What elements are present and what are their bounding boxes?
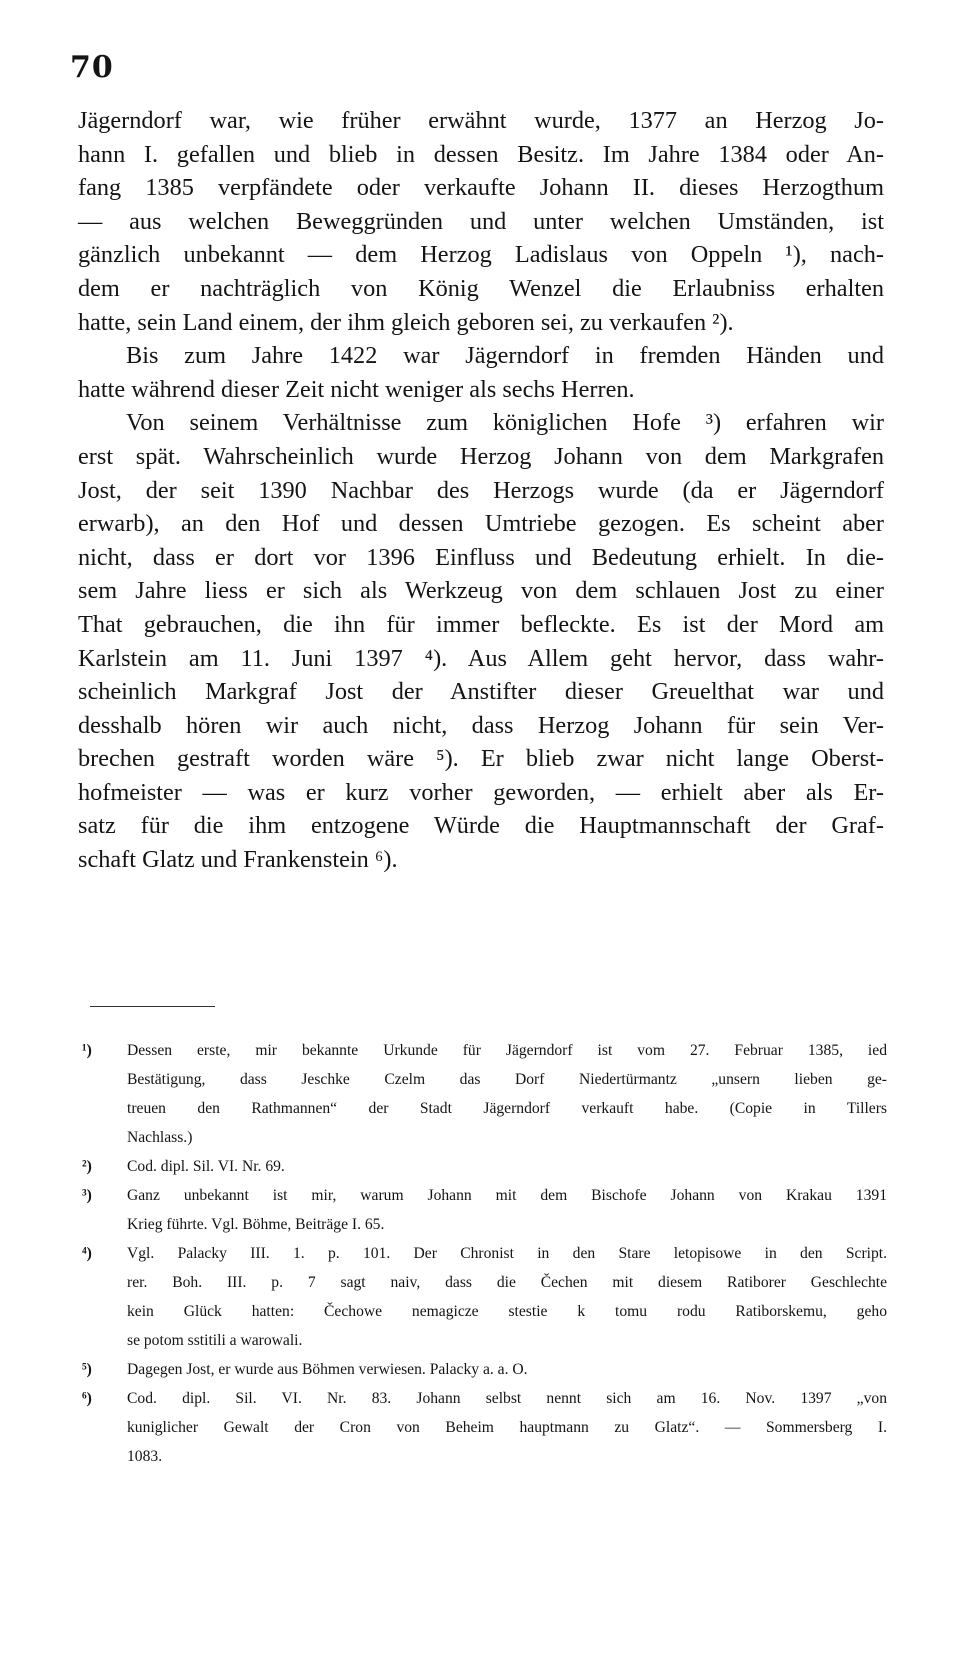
footnote-line: 1083. bbox=[127, 1448, 163, 1465]
text-line: Karlstein am 11. Juni 1397 ⁴). Aus Allem geht hervor, dass wahr- bbox=[78, 644, 884, 672]
text-line: nicht, dass er dort vor 1396 Einfluss und Bedeutung erhielt. In die- bbox=[78, 543, 884, 571]
footnote-line: Cod. dipl. Sil. VI. Nr. 69. bbox=[127, 1158, 285, 1175]
text-line: erwarb), an den Hof und dessen Umtriebe gezogen. Es scheint aber bbox=[78, 510, 884, 538]
text-line: Bis zum Jahre 1422 war Jägerndorf in fremden Händen und bbox=[126, 342, 884, 370]
text-line: Von seinem Verhältnisse zum königlichen Hofe ³) erfahren wir bbox=[126, 409, 884, 437]
text-line: gänzlich unbekannt — dem Herzog Ladislaus von Oppeln ¹), nach- bbox=[78, 241, 884, 269]
text-line: Jost, der seit 1390 Nachbar des Herzogs wurde (da er Jägerndorf bbox=[78, 476, 884, 504]
footnote-marker: ⁴) bbox=[82, 1245, 92, 1262]
page-number: 70 bbox=[70, 50, 114, 85]
text-line: — aus welchen Beweggründen und unter welchen Umständen, ist bbox=[78, 207, 884, 235]
footnote-marker: ³) bbox=[82, 1187, 92, 1204]
footnote-marker: ⁵) bbox=[82, 1361, 92, 1378]
footnote-line: Krieg führte. Vgl. Böhme, Beiträge I. 65. bbox=[127, 1216, 385, 1233]
text-line: sem Jahre liess er sich als Werkzeug von dem schlauen Jost zu einer bbox=[78, 577, 884, 605]
footnote-marker: ¹) bbox=[82, 1042, 92, 1059]
text-line: fang 1385 verpfändete oder verkaufte Johann II. dieses Herzogthum bbox=[78, 174, 884, 202]
footnote-line: Dagegen Jost, er wurde aus Böhmen verwiesen. Palacky a. a. O. bbox=[127, 1361, 528, 1378]
body-text bbox=[78, 104, 884, 877]
paragraph-3 bbox=[78, 406, 884, 876]
text-line: hatte während dieser Zeit nicht weniger als sechs Herren. bbox=[78, 375, 635, 403]
footnote-2 bbox=[82, 1152, 887, 1181]
footnote-line: se potom sstitili a warowali. bbox=[127, 1332, 303, 1349]
text-line: erst spät. Wahrscheinlich wurde Herzog Johann von dem Markgrafen bbox=[78, 442, 884, 470]
footnote-line: kuniglicher Gewalt der Cron von Beheim hauptmann zu Glatz“. — Sommersberg I. bbox=[127, 1419, 887, 1436]
paragraph-2 bbox=[78, 339, 884, 406]
footnote-4 bbox=[82, 1239, 887, 1355]
text-line: hatte, sein Land einem, der ihm gleich geboren sei, zu verkaufen ²). bbox=[78, 308, 734, 336]
footnote-5 bbox=[82, 1355, 887, 1384]
footnote-separator bbox=[90, 1006, 215, 1007]
footnote-marker: ²) bbox=[82, 1158, 92, 1175]
footnote-6 bbox=[82, 1384, 887, 1471]
footnote-line: Ganz unbekannt ist mir, warum Johann mit dem Bischofe Johann von Krakau 1391 bbox=[127, 1187, 887, 1204]
text-line: scheinlich Markgraf Jost der Anstifter dieser Greuelthat war und bbox=[78, 678, 884, 706]
footnote-line: Vgl. Palacky III. 1. p. 101. Der Chronist in den Stare letopisowe in den Script. bbox=[127, 1245, 887, 1262]
footnotes bbox=[82, 1036, 887, 1471]
footnote-3 bbox=[82, 1181, 887, 1239]
footnote-line: Dessen erste, mir bekannte Urkunde für Jägerndorf ist vom 27. Februar 1385, ied bbox=[127, 1042, 887, 1059]
text-line: hofmeister — was er kurz vorher geworden, — erhielt aber als Er- bbox=[78, 778, 884, 806]
footnote-marker: ⁶) bbox=[82, 1390, 92, 1407]
text-line: hann I. gefallen und blieb in dessen Besitz. Im Jahre 1384 oder An- bbox=[78, 140, 884, 168]
paragraph-1 bbox=[78, 104, 884, 339]
footnote-line: Cod. dipl. Sil. VI. Nr. 83. Johann selbst nennt sich am 16. Nov. 1397 „von bbox=[127, 1390, 887, 1407]
text-line: Jägerndorf war, wie früher erwähnt wurde, 1377 an Herzog Jo- bbox=[78, 107, 884, 134]
footnote-line: rer. Boh. III. p. 7 sagt naiv, dass die Čechen mit diesem Ratiborer Geschlechte bbox=[127, 1274, 887, 1291]
text-line: brechen gestraft worden wäre ⁵). Er blieb zwar nicht lange Oberst- bbox=[78, 745, 884, 773]
footnote-1 bbox=[82, 1036, 887, 1152]
footnote-line: kein Glück hatten: Čechowe nemagicze stestie k tomu rodu Ratiborskemu, geho bbox=[127, 1303, 887, 1320]
text-line: satz für die ihm entzogene Würde die Hauptmannschaft der Graf- bbox=[78, 812, 884, 840]
footnote-line: Nachlass.) bbox=[127, 1129, 193, 1146]
text-line: schaft Glatz und Frankenstein ⁶). bbox=[78, 846, 398, 874]
text-line: That gebrauchen, die ihn für immer befleckte. Es ist der Mord am bbox=[78, 610, 884, 638]
footnote-line: treuen den Rathmannen“ der Stadt Jägerndorf verkauft habe. (Copie in Tillers bbox=[127, 1100, 887, 1117]
text-line: dem er nachträglich von König Wenzel die Erlaubniss erhalten bbox=[78, 274, 884, 302]
footnote-line: Bestätigung, dass Jeschke Czelm das Dorf Niedertürmantz „unsern lieben ge- bbox=[127, 1071, 887, 1088]
text-line: desshalb hören wir auch nicht, dass Herzog Johann für sein Ver- bbox=[78, 711, 884, 739]
